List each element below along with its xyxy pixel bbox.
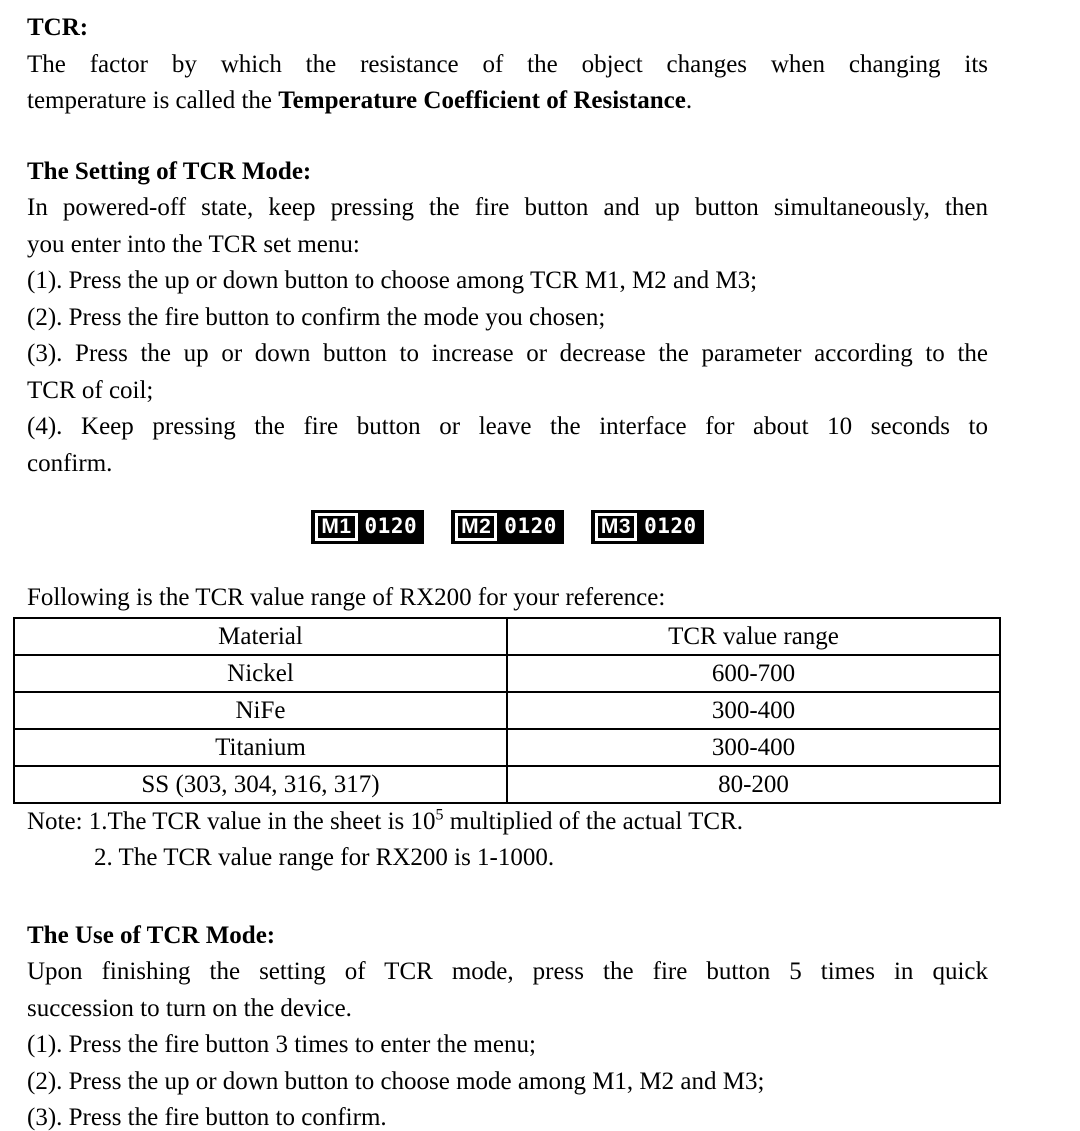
section-gap xyxy=(27,482,988,510)
table-header-tcr-range: TCR value range xyxy=(507,618,1000,655)
tcr-section-heading: TCR: xyxy=(27,14,89,41)
table-cell-material: Titanium xyxy=(14,729,507,766)
table-cell-range: 300-400 xyxy=(507,692,1000,729)
tcr-definition-line-2 xyxy=(27,83,988,120)
tcr-definition-line-2-bold-term: Temperature Coefficient of Resistance xyxy=(278,87,686,114)
tcr-mode-display-m1 xyxy=(311,510,424,544)
use-step-3: (3). Press the fire button to confirm. xyxy=(27,1104,387,1131)
setting-step-3-cont: TCR of coil; xyxy=(27,376,154,404)
use-line-1: Upon finishing the setting of TCR mode, press the fire button 5 times in quick xyxy=(27,958,988,985)
note-line-1 xyxy=(27,804,988,841)
setting-step-4-cont: confirm. xyxy=(27,449,113,477)
table-cell-range: 300-400 xyxy=(507,729,1000,766)
tcr-mode-display-row xyxy=(27,510,988,543)
table-intro: Following is the TCR value range of RX200 for your reference: xyxy=(27,584,666,611)
use-section-heading: The Use of TCR Mode: xyxy=(27,921,276,949)
note-1-text-cont: multiplied of the actual TCR. xyxy=(443,807,743,835)
table-row xyxy=(14,655,1000,692)
tcr-definition-line-2-period: . xyxy=(685,87,693,114)
tcr-definition-line-1: The factor by which the resistance of the object changes when changing its xyxy=(27,50,988,78)
table-cell-material: NiFe xyxy=(14,692,507,729)
table-header-material: Material xyxy=(14,618,507,655)
m2-mode-label: M2 xyxy=(455,513,497,541)
tcr-value-table xyxy=(13,617,1001,804)
m2-mode-value: 0120 xyxy=(504,514,557,538)
setting-step-3: (3). Press the up or down button to increase or decrease the parameter according to the xyxy=(27,340,988,367)
table-row xyxy=(14,766,1000,803)
setting-section-heading: The Setting of TCR Mode: xyxy=(27,157,312,185)
setting-line-2: you enter into the TCR set menu: xyxy=(27,230,360,258)
table-header-row xyxy=(14,618,1000,655)
setting-step-2: (2). Press the fire button to confirm the mode you chosen; xyxy=(27,303,606,331)
note-1-text: Note: 1.The TCR value in the sheet is 10 xyxy=(27,807,436,835)
m1-mode-value: 0120 xyxy=(364,514,418,538)
table-cell-material: Nickel xyxy=(14,655,507,692)
table-cell-range: 600-700 xyxy=(507,655,1000,692)
section-gap xyxy=(27,543,988,580)
setting-line-1: In powered-off state, keep pressing the fire button and up button simultaneously, then xyxy=(27,194,988,221)
note-line-2: 2. The TCR value range for RX200 is 1-1000. xyxy=(94,844,555,871)
table-cell-material: SS (303, 304, 316, 317) xyxy=(14,766,507,803)
tcr-definition-line-2-regular: temperature is called the xyxy=(27,87,279,114)
table-row xyxy=(14,729,1000,766)
setting-step-4: (4). Keep pressing the fire button or leave the interface for about 10 seconds to xyxy=(27,413,988,440)
tcr-mode-display-m3 xyxy=(591,510,704,544)
section-gap xyxy=(27,877,988,918)
m3-mode-value: 0120 xyxy=(644,514,697,538)
use-step-2: (2). Press the up or down button to choose mode among M1, M2 and M3; xyxy=(27,1067,765,1095)
note-1-superscript: 5 xyxy=(435,806,444,824)
section-gap xyxy=(27,120,988,154)
table-cell-range: 80-200 xyxy=(507,766,1000,803)
m1-mode-label: M1 xyxy=(315,513,357,541)
use-step-1: (1). Press the fire button 3 times to enter the menu; xyxy=(27,1031,536,1058)
setting-step-1: (1). Press the up or down button to choose among TCR M1, M2 and M3; xyxy=(27,267,758,294)
tcr-mode-display-m2 xyxy=(451,510,564,544)
m3-mode-label: M3 xyxy=(595,513,637,541)
table-row xyxy=(14,692,1000,729)
use-line-2: succession to turn on the device. xyxy=(27,994,352,1022)
